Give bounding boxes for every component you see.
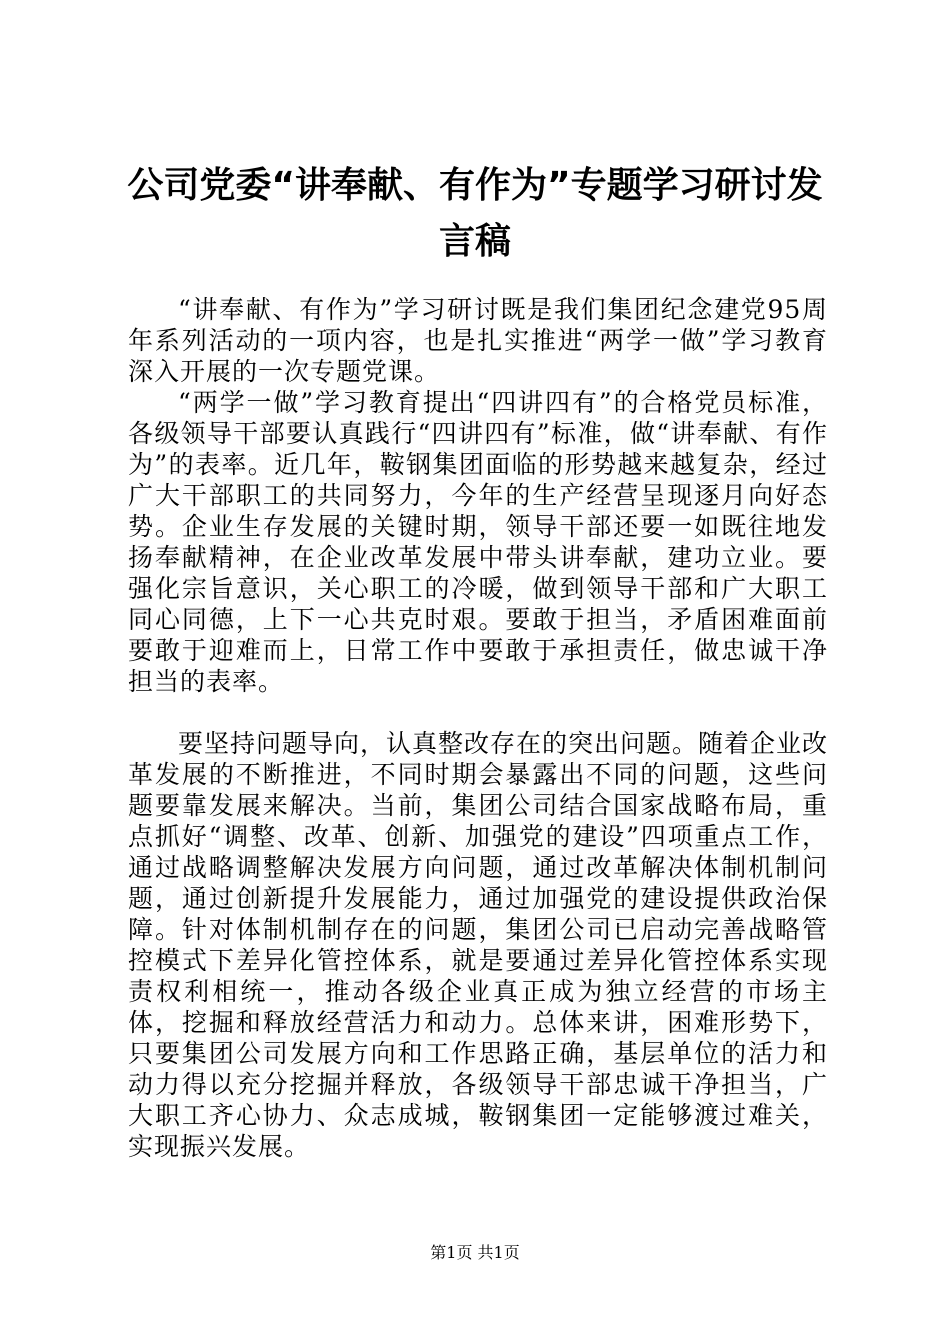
paragraph-2: “两学一做”学习教育提出“四讲四有”的合格党员标准，各级领导干部要认真践行“四讲四有”标准，做“讲奉献、有作为”的表率。近几年，鞍钢集团面临的形势越来越复杂，经过广大干部职工的共同努力，今年的生产经营呈现逐月向好态势。企业生存发展的关键时期，领导干部还要一如既往地发扬奉献精神，在企业改革发展中带头讲奉献，建功立业。要强化宗旨意识，关心职工的冷暖，做到领导干部和广大职工同心同德，上下一心共克时艰。要敢于担当，矛盾困难面前要敢于迎难而上，日常工作中要敢于承担责任，做忠诚干净担当的表率。 bbox=[128, 388, 828, 696]
document-body bbox=[128, 294, 828, 1162]
paragraph-3: 要坚持问题导向，认真整改存在的突出问题。随着企业改革发展的不断推进，不同时期会暴露出不同的问题，这些问题要靠发展来解决。当前，集团公司结合国家战略布局，重点抓好“调整、改革、创新、加强党的建设”四项重点工作，通过战略调整解决发展方向问题，通过改革解决体制机制问题，通过创新提升发展能力，通过加强党的建设提供政治保障。针对体制机制存在的问题，集团公司已启动完善战略管控模式下差异化管控体系，就是要通过差异化管控体系实现责权利相统一，推动各级企业真正成为独立经营的市场主体，挖掘和释放经营活力和动力。总体来讲，困难形势下，只要集团公司发展方向和工作思路正确，基层单位的活力和动力得以充分挖掘并释放，各级领导干部忠诚干净担当，广大职工齐心协力、众志成城，鞍钢集团一定能够渡过难关，实现振兴发展。 bbox=[128, 729, 829, 1161]
document-title: 公司党委“讲奉献、有作为”专题学习研讨发言稿 bbox=[127, 165, 823, 262]
paragraph-1: “讲奉献、有作为”学习研讨既是我们集团纪念建党95周年系列活动的一项内容，也是扎实推进“两学一做”学习教育深入开展的一次专题党课。 bbox=[128, 295, 828, 386]
page-number-footer: 第1页 共1页 bbox=[430, 1243, 520, 1262]
